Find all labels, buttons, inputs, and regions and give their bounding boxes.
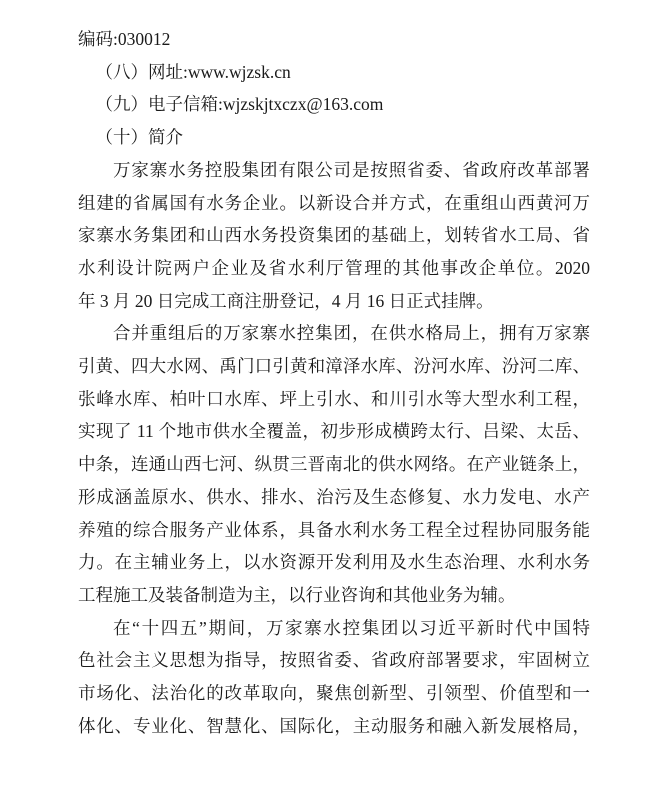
text-line: 形成涵盖原水、供水、排水、治污及生态修复、水力发电、水产 bbox=[78, 486, 590, 507]
text-line: 引黄、四大水网、禹门口引黄和漳泽水库、汾河水库、汾河二库、 bbox=[78, 356, 590, 377]
text-line: 色社会主义思想为指导，按照省委、省政府部署要求，牢固树立 bbox=[78, 650, 590, 671]
text-line: 市场化、法治化的改革取向，聚焦创新型、引领型、价值型和一 bbox=[78, 683, 590, 704]
text-line: 家寨水务集团和山西水务投资集团的基础上，划转省水工局、省 bbox=[78, 225, 590, 246]
document-code: 编码:030012 bbox=[78, 29, 171, 49]
text-line: 合并重组后的万家寨水控集团，在供水格局上，拥有万家寨 bbox=[113, 323, 590, 344]
text-line: 工程施工及装备制造为主，以行业咨询和其他业务为辅。 bbox=[78, 584, 516, 605]
text-line: 万家寨水务控股集团有限公司是按照省委、省政府改革部署 bbox=[113, 159, 590, 180]
text-line: 力。在主辅业务上，以水资源开发利用及水生态治理、水利水务 bbox=[78, 552, 590, 573]
text-line: 体化、专业化、智慧化、国际化，主动服务和融入新发展格局， bbox=[78, 715, 590, 736]
document-body bbox=[78, 23, 590, 742]
text-line: 年 3 月 20 日完成工商注册登记，4 月 16 日正式挂牌。 bbox=[78, 290, 494, 311]
text-line: 养殖的综合服务产业体系，具备水利水务工程全过程协同服务能 bbox=[78, 519, 590, 540]
text-line: 张峰水库、柏叶口水库、坪上引水、和川引水等大型水利工程， bbox=[78, 388, 590, 409]
text-line: 在“十四五”期间，万家寨水控集团以习近平新时代中国特 bbox=[113, 617, 590, 638]
text-line: 实现了 11 个地市供水全覆盖，初步形成横跨太行、吕梁、太岳、 bbox=[78, 421, 590, 442]
list-item-website: （八）网址:www.wjzsk.cn bbox=[95, 61, 291, 82]
text-line: 组建的省属国有水务企业。以新设合并方式，在重组山西黄河万 bbox=[78, 192, 590, 213]
text-line: 水利设计院两户企业及省水利厅管理的其他事改企单位。2020 bbox=[78, 257, 590, 278]
text-line: 中条，连通山西七河、纵贯三晋南北的供水网络。在产业链条上， bbox=[78, 454, 590, 475]
list-item-intro-heading: （十）简介 bbox=[95, 127, 183, 148]
list-item-email: （九）电子信箱:wjzskjtxczx@163.com bbox=[95, 94, 384, 115]
